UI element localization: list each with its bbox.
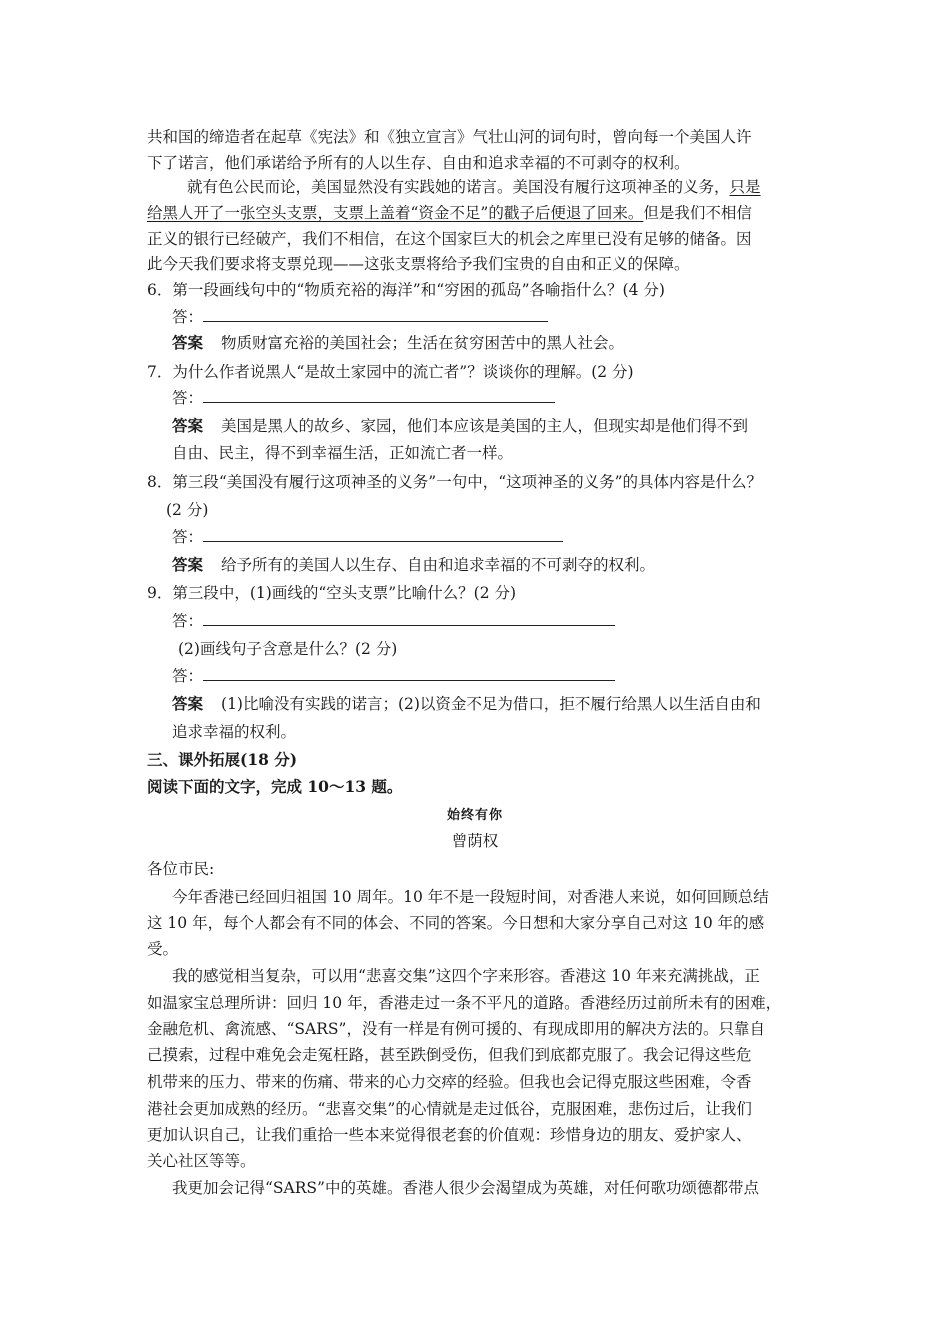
answer-line-7 [172, 388, 555, 408]
article-p1-line-2: 这 10 年，每个人都会有不同的体会、不同的答案。今日想和大家分享自己对这 10 年的感 [147, 914, 765, 932]
section-instruction: 阅读下面的文字，完成 10～13 题。 [147, 777, 403, 796]
answer-prefix: 答： [172, 528, 204, 546]
answer-9-text-1: (1)比喻没有实践的诺言；(2)以资金不足为借口，拒不履行给黑人以生活自由和 [221, 695, 761, 713]
answer-9-line-1 [172, 694, 761, 714]
answer-label: 答案 [172, 416, 204, 435]
answer-blank [203, 611, 615, 626]
article-p2-line-7: 更加认识自己，让我们重拾一些本来觉得很老套的价值观：珍惜身边的朋友、爱护家人、 [147, 1126, 752, 1144]
question-6: 6．第一段画线句中的“物质充裕的海洋”和“穷困的孤岛”各喻指什么？(4 分) [147, 281, 665, 299]
answer-line-9-1 [172, 611, 615, 631]
article-p2-line-8: 关心社区等等。 [147, 1152, 256, 1170]
answer-prefix: 答： [172, 389, 204, 407]
answer-8 [172, 555, 655, 575]
passage-line-6: 此今天我们要求将支票兑现——这张支票将给予我们宝贵的自由和正义的保障。 [147, 255, 690, 273]
article-p2-line-3: 金融危机、禽流感、“SARS”，没有一样是有例可援的、有现成即用的解决方法的。只靠自 [147, 1020, 765, 1038]
answer-label: 答案 [172, 694, 204, 713]
answer-line-8 [172, 527, 563, 547]
answer-line-9-2 [172, 666, 615, 686]
question-7: 7．为什么作者说黑人“是故土家园中的流亡者”？谈谈你的理解。(2 分) [147, 363, 634, 381]
question-8: 8．第三段“美国没有履行这项神圣的义务”一句中，“这项神圣的义务”的具体内容是什么？ [147, 473, 763, 491]
passage-line-4-rest: 但是我们不相信 [643, 204, 752, 222]
answer-line-6 [172, 307, 548, 327]
answer-blank [203, 307, 548, 322]
question-9-part-2: (2)画线句子含意是什么？(2 分) [178, 640, 398, 658]
passage-line-3-text: 就有色公民而论，美国显然没有实践她的诺言。美国没有履行这项神圣的义务， [187, 178, 730, 196]
passage-line-4 [147, 203, 752, 223]
answer-blank [203, 388, 555, 403]
answer-7-line-1 [172, 416, 748, 436]
article-author: 曾荫权 [451, 832, 499, 850]
article-p2-line-1: 我的感觉相当复杂，可以用“悲喜交集”这四个字来形容。香港这 10 年来充满挑战，正 [172, 967, 760, 985]
passage-line-5: 正义的银行已经破产，我们不相信，在这个国家巨大的机会之库里已没有足够的储备。因 [147, 230, 752, 248]
article-p2-line-4: 己摸索，过程中难免会走冤枉路，甚至跌倒受伤，但我们到底都克服了。我会记得这些危 [147, 1046, 752, 1064]
answer-8-text: 给予所有的美国人以生存、自由和追求幸福的不可剥夺的权利。 [221, 556, 656, 574]
underlined-sentence: 给黑人开了一张空头支票，支票上盖着“资金不足”的戳子后便退了回来。 [147, 204, 644, 222]
article-p2-line-5: 机带来的压力、带来的伤痛、带来的心力交瘁的经验。但我也会记得克服这些困难，令香 [147, 1073, 752, 1091]
answer-6 [172, 333, 624, 353]
question-9: 9．第三段中，(1)画线的“空头支票”比喻什么？(2 分) [147, 584, 517, 602]
section-heading: 三、课外拓展(18 分) [147, 750, 298, 769]
article-p2-line-2: 如温家宝总理所讲：回归 10 年，香港走过一条不平凡的道路。香港经历过前所未有的困难， [147, 994, 782, 1012]
passage-line-2: 下了诺言，他们承诺给予所有的人以生存、自由和追求幸福的不可剥夺的权利。 [147, 154, 690, 172]
article-p3-line-1: 我更加会记得“SARS”中的英雄。香港人很少会渴望成为英雄，对任何歌功颂德都带点 [172, 1179, 759, 1197]
article-p1-line-3: 受。 [147, 940, 179, 958]
answer-blank [203, 666, 615, 681]
answer-prefix: 答： [172, 308, 204, 326]
underlined-sentence-start: 只是 [729, 178, 761, 196]
answer-label: 答案 [172, 333, 204, 352]
article-title: 始终有你 [446, 808, 503, 823]
answer-label: 答案 [172, 555, 204, 574]
question-8-points: (2 分) [166, 501, 209, 519]
answer-7-line-2: 自由、民主，得不到幸福生活，正如流亡者一样。 [172, 444, 514, 462]
answer-prefix: 答： [172, 667, 204, 685]
article-greeting: 各位市民: [147, 860, 215, 878]
answer-7-text-1: 美国是黑人的故乡、家园，他们本应该是美国的主人，但现实却是他们得不到 [221, 417, 749, 435]
answer-6-text: 物质财富充裕的美国社会；生活在贫穷困苦中的黑人社会。 [221, 334, 625, 352]
answer-prefix: 答： [172, 612, 204, 630]
answer-9-line-2: 追求幸福的权利。 [172, 723, 297, 741]
answer-blank [203, 527, 563, 542]
passage-line-3 [187, 177, 761, 197]
article-p2-line-6: 港社会更加成熟的经历。“悲喜交集”的心情就是走过低谷，克服困难，悲伤过后，让我们 [147, 1100, 752, 1118]
passage-line-1: 共和国的缔造者在起草《宪法》和《独立宣言》气壮山河的词句时，曾向每一个美国人许 [147, 128, 752, 146]
article-p1-line-1: 今年香港已经回归祖国 10 周年。10 年不是一段短时间，对香港人来说，如何回顾总结 [172, 888, 769, 906]
